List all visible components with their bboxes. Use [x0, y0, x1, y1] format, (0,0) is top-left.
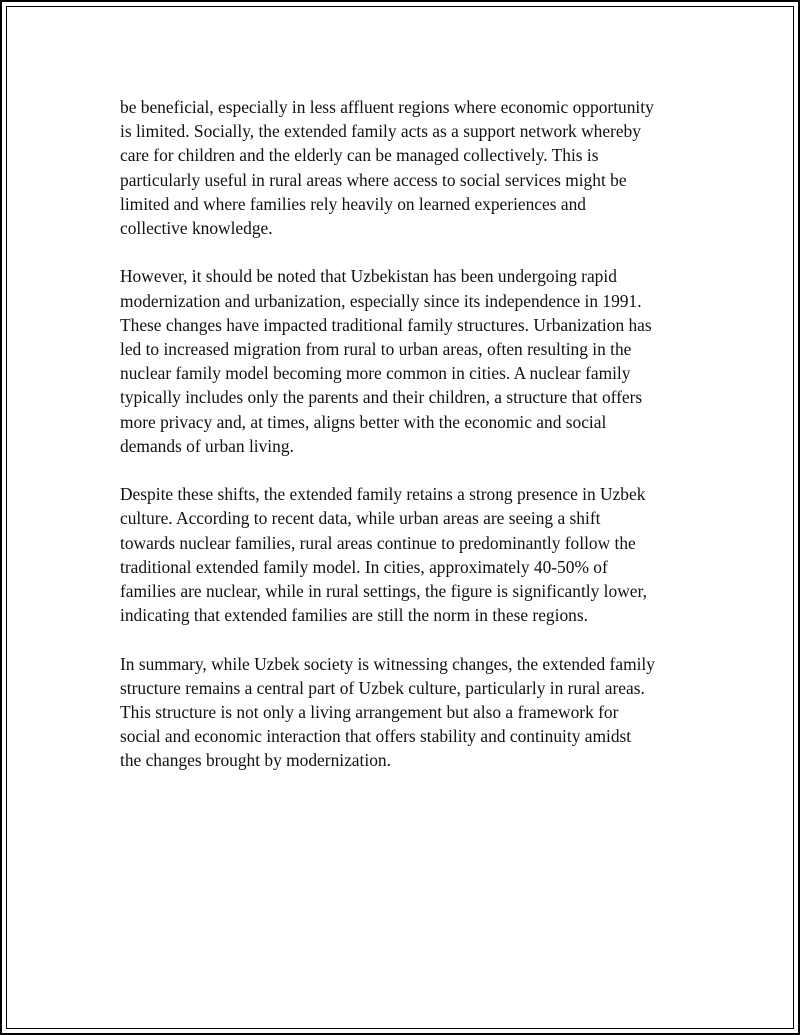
text-line: the changes brought by modernization. [120, 750, 391, 771]
text-line: typically includes only the parents and their children, a structure that offers [120, 387, 643, 408]
text-line: limited and where families rely heavily on learned experiences and [120, 193, 586, 214]
text-line: In summary, while Uzbek society is witnessing changes, the extended family [120, 653, 655, 674]
text-line: is limited. Socially, the extended family acts as a support network whereby [120, 121, 641, 142]
text-line: Despite these shifts, the extended family retains a strong presence in Uzbek [120, 484, 646, 505]
paragraph-3 [120, 482, 700, 627]
text-line: be beneficial, especially in less affluent regions where economic opportunity [120, 97, 654, 117]
text-line: families are nuclear, while in rural settings, the figure is significantly lower, [120, 581, 647, 602]
text-line: culture. According to recent data, while urban areas are seeing a shift [120, 508, 601, 529]
text-line: care for children and the elderly can be managed collectively. This is [120, 145, 599, 166]
text-line: modernization and urbanization, especially since its independence in 1991. [120, 290, 642, 311]
text-line: particularly useful in rural areas where access to social services might be [120, 169, 627, 190]
text-line: more privacy and, at times, aligns better with the economic and social [120, 411, 607, 432]
text-line: These changes have impacted traditional family structures. Urbanization has [120, 314, 652, 335]
text-line: However, it should be noted that Uzbekistan has been undergoing rapid [120, 266, 617, 287]
paragraph-2 [120, 264, 700, 458]
text-line: traditional extended family model. In cities, approximately 40-50% of [120, 556, 608, 577]
text-line: This structure is not only a living arrangement but also a framework for [120, 702, 619, 723]
text-line: demands of urban living. [120, 435, 294, 456]
text-line: social and economic interaction that offers stability and continuity amidst [120, 726, 632, 747]
text-line: structure remains a central part of Uzbek culture, particularly in rural areas. [120, 677, 645, 698]
text-line: led to increased migration from rural to urban areas, often resulting in the [120, 339, 632, 360]
text-line: towards nuclear families, rural areas continue to predominantly follow the [120, 532, 636, 553]
paragraph-4 [120, 652, 700, 773]
text-line: indicating that extended families are still the norm in these regions. [120, 605, 588, 626]
paragraph-1 [120, 95, 700, 240]
text-line: nuclear family model becoming more common in cities. A nuclear family [120, 363, 631, 384]
text-line: collective knowledge. [120, 218, 273, 239]
document-body [120, 95, 700, 797]
